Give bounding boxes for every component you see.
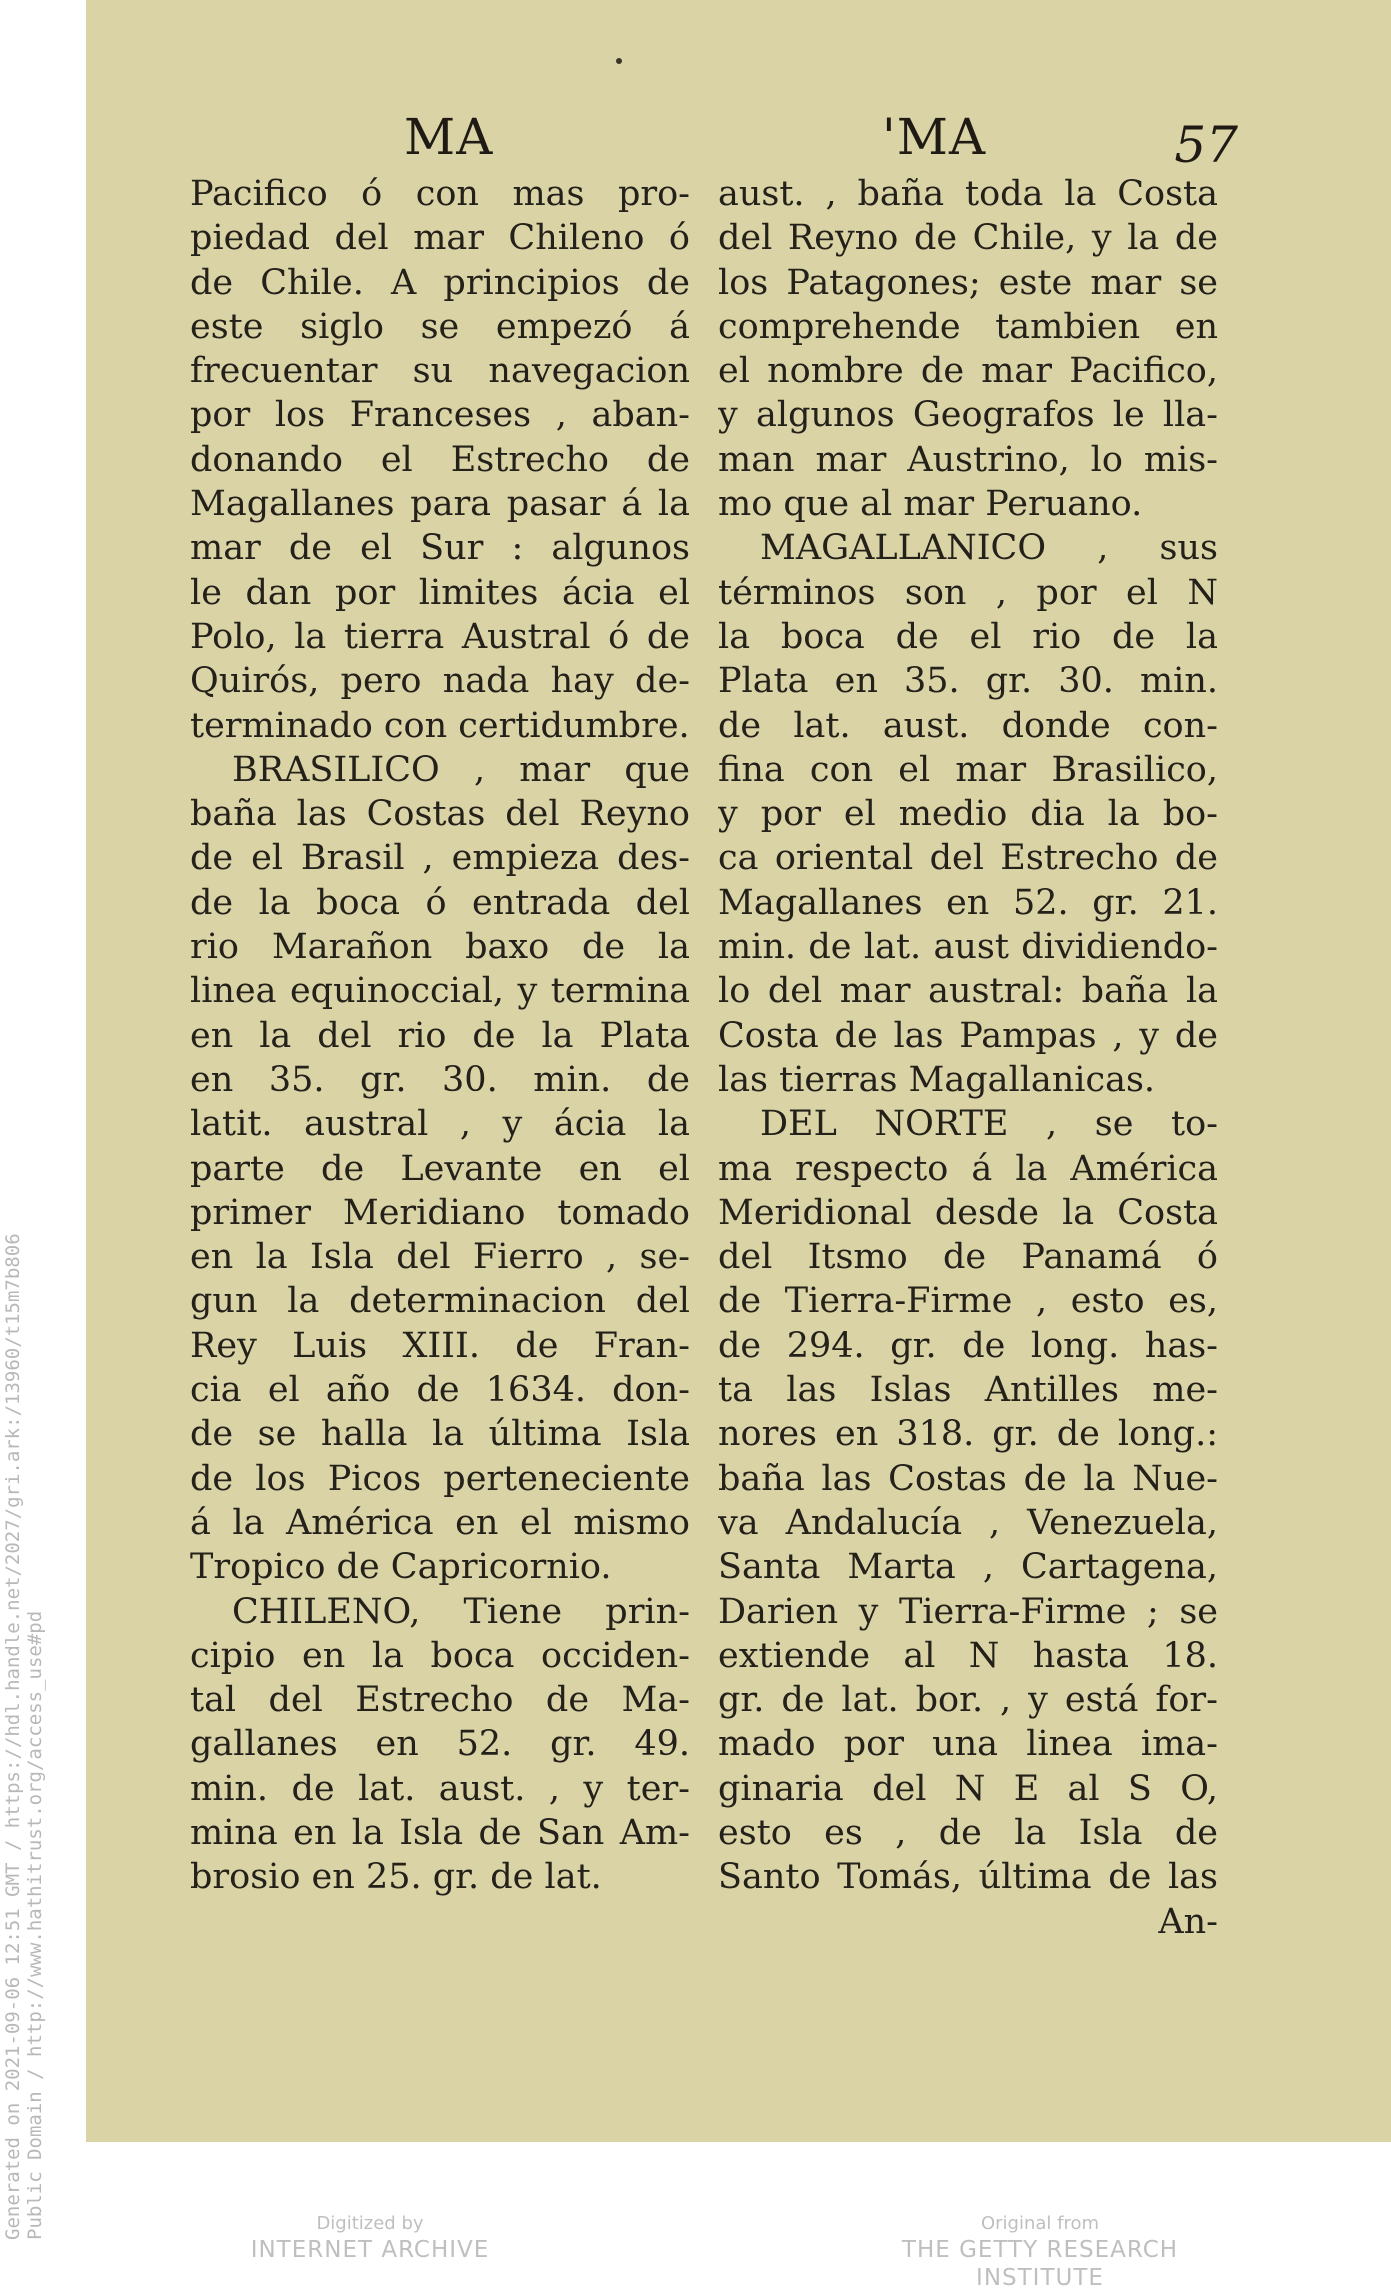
text-line: CHILENO, Tiene prin- [232,1591,690,1632]
stamp-line-rights: Public Domain / http://www.hathitrust.org/access_use#pd [24,1610,46,2240]
text-line: le dan por limites ácia el [190,572,690,613]
text-line: de lat. aust. donde con- [718,705,1218,746]
text-line: mo que al mar Peruano. [718,484,1143,525]
text-line: parte de Levante en el [190,1148,690,1189]
text-line: Darien y Tierra-Firme ; se [718,1591,1218,1632]
text-line: frecuentar su navegacion [190,351,690,392]
text-line: tal del Estrecho de Ma- [190,1680,690,1721]
text-line: nores en 318. gr. de long.: [718,1414,1218,1455]
text-line: baña las Costas del Reyno [190,794,690,835]
text-line: Tropico de Capricornio. [190,1547,612,1588]
text-line: aust. , baña toda la Costa [718,174,1218,214]
text-line: primer Meridiano tomado [190,1192,690,1233]
text-line: ca oriental del Estrecho de [718,838,1218,879]
text-line: por los Franceses , aban- [190,395,690,436]
text-line: del Itsmo de Panamá ó [718,1237,1218,1278]
access-stamp [2,1140,46,2240]
footer-digitized-label: Digitized by [316,2213,424,2234]
text-line: de 294. gr. de long. has- [718,1325,1218,1366]
right-text-column [718,172,1218,1944]
text-line: las tierras Magallanicas. [718,1059,1156,1100]
page-number: 57 [1174,116,1238,174]
text-line: va Andalucía , Venezuela, [718,1502,1218,1543]
text-line: gallanes en 52. gr. 49. [190,1724,690,1765]
footer-original-source: THE GETTY RESEARCH INSTITUTE [901,2237,1179,2291]
text-line: linea equinoccial, y termina [190,971,690,1012]
text-line: latit. austral , y ácia la [190,1104,690,1145]
text-line: baña las Costas de la Nue- [718,1458,1218,1499]
text-line: Polo, la tierra Austral ó de [190,616,690,657]
text-line: la boca de el rio de la [718,616,1218,657]
ink-speck [616,58,622,64]
text-line: este siglo se empezó á [190,306,690,347]
running-head-right: 'MA [882,108,987,166]
text-line: Plata en 35. gr. 30. min. [718,661,1218,702]
text-line: piedad del mar Chileno ó [190,218,690,259]
text-line: Magallanes para pasar á la [190,484,690,525]
text-line: en la del rio de la Plata [190,1015,690,1056]
text-line: man mar Austrino, lo mis- [718,439,1218,480]
text-line: ma respecto á la América [718,1148,1218,1189]
text-line: extiende al N hasta 18. [718,1635,1218,1676]
running-head-left: MA [404,108,494,166]
text-line: los Patagones; este mar se [718,262,1218,303]
text-line: en 35. gr. 30. min. de [190,1059,690,1100]
text-line: brosio en 25. gr. de lat. [190,1857,602,1898]
text-line: MAGALLANICO , sus [760,528,1218,569]
text-line: del Reyno de Chile, y la de [718,218,1218,259]
text-line: de la boca ó entrada del [190,882,690,923]
text-line: de el Brasil , empieza des- [190,838,690,879]
text-line: y algunos Geografos le lla- [718,395,1218,436]
text-line: lo del mar austral: baña la [718,971,1218,1012]
text-line: fina con el mar Brasilico, [718,749,1218,790]
text-line: de se halla la última Isla [190,1414,690,1455]
text-line: el nombre de mar Pacifico, [718,351,1218,392]
text-line: Santa Marta , Cartagena, [718,1547,1218,1588]
text-line: An- [1158,1901,1218,1942]
text-line: Rey Luis XIII. de Fran- [190,1325,690,1366]
text-line: Quirós, pero nada hay de- [190,661,690,702]
text-line: ta las Islas Antilles me- [718,1370,1218,1411]
text-line: Meridional desde la Costa [718,1192,1218,1233]
text-line: cia el año de 1634. don- [190,1370,690,1411]
text-line: de Chile. A principios de [190,262,690,303]
text-line: y por el medio dia la bo- [718,794,1218,835]
text-line: gun la determinacion del [190,1281,690,1322]
stamp-line-generated: Generated on 2021-09-06 12:51 GMT / https://hdl.handle.net/2027/gri.ark:/13960/t15m7b806 [2,1233,24,2240]
text-line: términos son , por el N [718,572,1218,613]
text-line: min. de lat. aust dividiendo- [718,927,1218,968]
text-line: comprehende tambien en [718,306,1218,347]
text-line: min. de lat. aust. , y ter- [190,1768,690,1809]
text-line: cipio en la boca occiden- [190,1635,690,1676]
text-line: Costa de las Pampas , y de [718,1015,1218,1056]
left-text-column [190,172,690,1900]
text-line: Pacifico ó con mas pro- [190,174,690,214]
text-line: Magallanes en 52. gr. 21. [718,882,1218,923]
text-line: esto es , de la Isla de [718,1812,1218,1853]
text-line: terminado con certidumbre. [190,705,690,746]
text-line: de Tierra-Firme , esto es, [718,1281,1218,1322]
text-line: mina en la Isla de San Am- [190,1812,690,1853]
text-line: Santo Tomás, última de las [718,1857,1218,1898]
text-line: BRASILICO , mar que [232,749,690,790]
text-line: mar de el Sur : algunos [190,528,690,569]
footer-digitized [220,2212,520,2264]
text-line: á la América en el mismo [190,1502,690,1543]
text-line: gr. de lat. bor. , y está for- [718,1680,1218,1721]
text-line: rio Marañon baxo de la [190,927,690,968]
footer-original-label: Original from [980,2213,1100,2234]
text-line: DEL NORTE , se to- [760,1104,1218,1145]
text-line: mado por una linea ima- [718,1724,1218,1765]
text-line: donando el Estrecho de [190,439,690,480]
text-line: en la Isla del Fierro , se- [190,1237,690,1278]
footer-original [840,2212,1240,2292]
footer-digitizer-name: INTERNET ARCHIVE [250,2237,490,2263]
text-line: de los Picos perteneciente [190,1458,690,1499]
text-line: ginaria del N E al S O, [718,1768,1218,1809]
